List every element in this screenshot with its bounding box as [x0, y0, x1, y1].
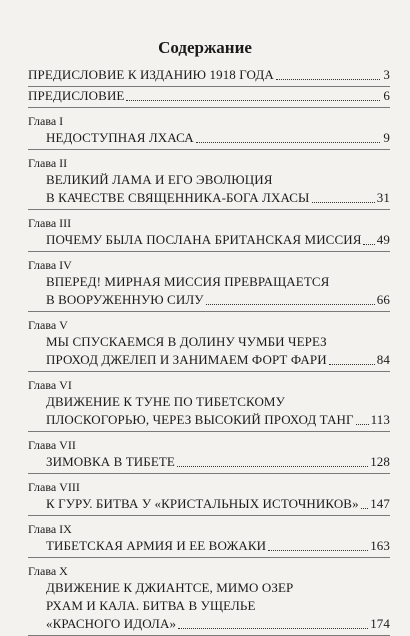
dot-leader	[178, 628, 368, 629]
toc-entry-title: ЗИМОВКА В ТИБЕТЕ	[46, 454, 175, 469]
toc-entry-line	[28, 189, 390, 207]
dot-leader	[363, 244, 374, 245]
toc-entry-line	[28, 453, 390, 471]
dot-leader	[329, 364, 375, 365]
chapter-label: Глава IV	[28, 258, 72, 272]
page-number: 163	[370, 538, 390, 553]
chapter-label: Глава X	[28, 564, 68, 578]
dot-leader	[177, 466, 368, 467]
toc-entry-line	[28, 171, 390, 189]
toc-entry-title: ТИБЕТСКАЯ АРМИЯ И ЕЕ ВОЖАКИ	[46, 538, 267, 553]
toc-entry[interactable]	[28, 495, 390, 516]
toc-entry[interactable]	[28, 579, 390, 636]
toc-entry-line	[28, 579, 390, 597]
toc-entry-title: РХАМ И КАЛА. БИТВА В УЩЕЛЬЕ	[46, 598, 256, 613]
toc-entry-title: ВЕЛИКИЙ ЛАМА И ЕГО ЭВОЛЮЦИЯ	[46, 172, 273, 187]
page-number: 49	[376, 232, 390, 247]
toc-entry[interactable]	[28, 87, 390, 108]
toc-entry[interactable]	[28, 66, 390, 87]
table-of-contents	[28, 66, 390, 636]
toc-entry-line	[28, 129, 390, 147]
page-title: Содержание	[158, 38, 252, 57]
chapter-label: Глава VII	[28, 438, 76, 452]
toc-entry-title: В КАЧЕСТВЕ СВЯЩЕННИКА-БОГА ЛХАСЫ	[46, 190, 310, 205]
chapter-label: Глава III	[28, 216, 72, 230]
dot-leader	[356, 424, 369, 425]
dot-leader	[196, 142, 380, 143]
toc-entry[interactable]	[28, 273, 390, 312]
chapter-label: Глава VI	[28, 378, 72, 392]
toc-entry[interactable]	[28, 453, 390, 474]
toc-entry-title: ВПЕРЕД! МИРНАЯ МИССИЯ ПРЕВРАЩАЕТСЯ	[46, 274, 330, 289]
toc-entry-line	[28, 351, 390, 369]
toc-entry-title: ПРЕДИСЛОВИЕ	[28, 88, 125, 103]
toc-entry-line	[28, 231, 390, 249]
page-number: 31	[376, 190, 390, 205]
toc-entry[interactable]	[28, 129, 390, 150]
toc-entry[interactable]	[28, 393, 390, 432]
toc-entry-title: ДВИЖЕНИЕ К ДЖИАНТСЕ, МИМО ОЗЕР	[46, 580, 294, 595]
toc-entry-line	[28, 87, 390, 105]
toc-entry-line	[28, 411, 390, 429]
toc-entry-title: К ГУРУ. БИТВА У «КРИСТАЛЬНЫХ ИСТОЧНИКОВ»	[46, 496, 359, 511]
page-number: 147	[370, 496, 390, 511]
page-number: 128	[370, 454, 390, 469]
chapter-label: Глава IX	[28, 522, 72, 536]
toc-entry-line	[28, 597, 390, 615]
dot-leader	[312, 202, 375, 203]
chapter-label: Глава VIII	[28, 480, 80, 494]
toc-entry-line	[28, 615, 390, 633]
toc-entry[interactable]	[28, 171, 390, 210]
toc-entry-title: В ВООРУЖЕННУЮ СИЛУ	[46, 292, 204, 307]
toc-entry-title: ПРЕДИСЛОВИЕ К ИЗДАНИЮ 1918 ГОДА	[28, 67, 274, 82]
page-number: 84	[376, 352, 390, 367]
dot-leader	[126, 100, 380, 101]
toc-entry[interactable]	[28, 333, 390, 372]
chapter-label: Глава V	[28, 318, 68, 332]
page-number: 3	[383, 67, 390, 82]
page-number: 174	[370, 616, 390, 631]
toc-entry-title: НЕДОСТУПНАЯ ЛХАСА	[46, 130, 194, 145]
toc-entry-line	[28, 495, 390, 513]
dot-leader	[206, 304, 375, 305]
toc-entry-title: ПРОХОД ДЖЕЛЕП И ЗАНИМАЕМ ФОРТ ФАРИ	[46, 352, 327, 367]
toc-entry[interactable]	[28, 537, 390, 558]
toc-entry-line	[28, 273, 390, 291]
dot-leader	[276, 79, 380, 80]
toc-entry-line	[28, 291, 390, 309]
dot-leader	[268, 550, 368, 551]
page-number: 9	[383, 130, 390, 145]
toc-entry-title: МЫ СПУСКАЕМСЯ В ДОЛИНУ ЧУМБИ ЧЕРЕЗ	[46, 334, 327, 349]
toc-entry-title: ДВИЖЕНИЕ К ТУНЕ ПО ТИБЕТСКОМУ	[46, 394, 285, 409]
toc-entry-title: ПЛОСКОГОРЬЮ, ЧЕРЕЗ ВЫСОКИЙ ПРОХОД ТАНГ	[46, 412, 354, 427]
toc-entry[interactable]	[28, 231, 390, 252]
page-number: 66	[376, 292, 390, 307]
dot-leader	[361, 508, 369, 509]
toc-entry-line	[28, 333, 390, 351]
chapter-label: Глава II	[28, 156, 68, 170]
toc-entry-title: «КРАСНОГО ИДОЛА»	[46, 616, 177, 631]
toc-entry-line	[28, 537, 390, 555]
page-number: 6	[383, 88, 390, 103]
chapter-label: Глава I	[28, 114, 64, 128]
page-number: 113	[370, 412, 390, 427]
toc-entry-line	[28, 66, 390, 84]
toc-entry-line	[28, 393, 390, 411]
toc-entry-title: ПОЧЕМУ БЫЛА ПОСЛАНА БРИТАНСКАЯ МИССИЯ	[46, 232, 362, 247]
